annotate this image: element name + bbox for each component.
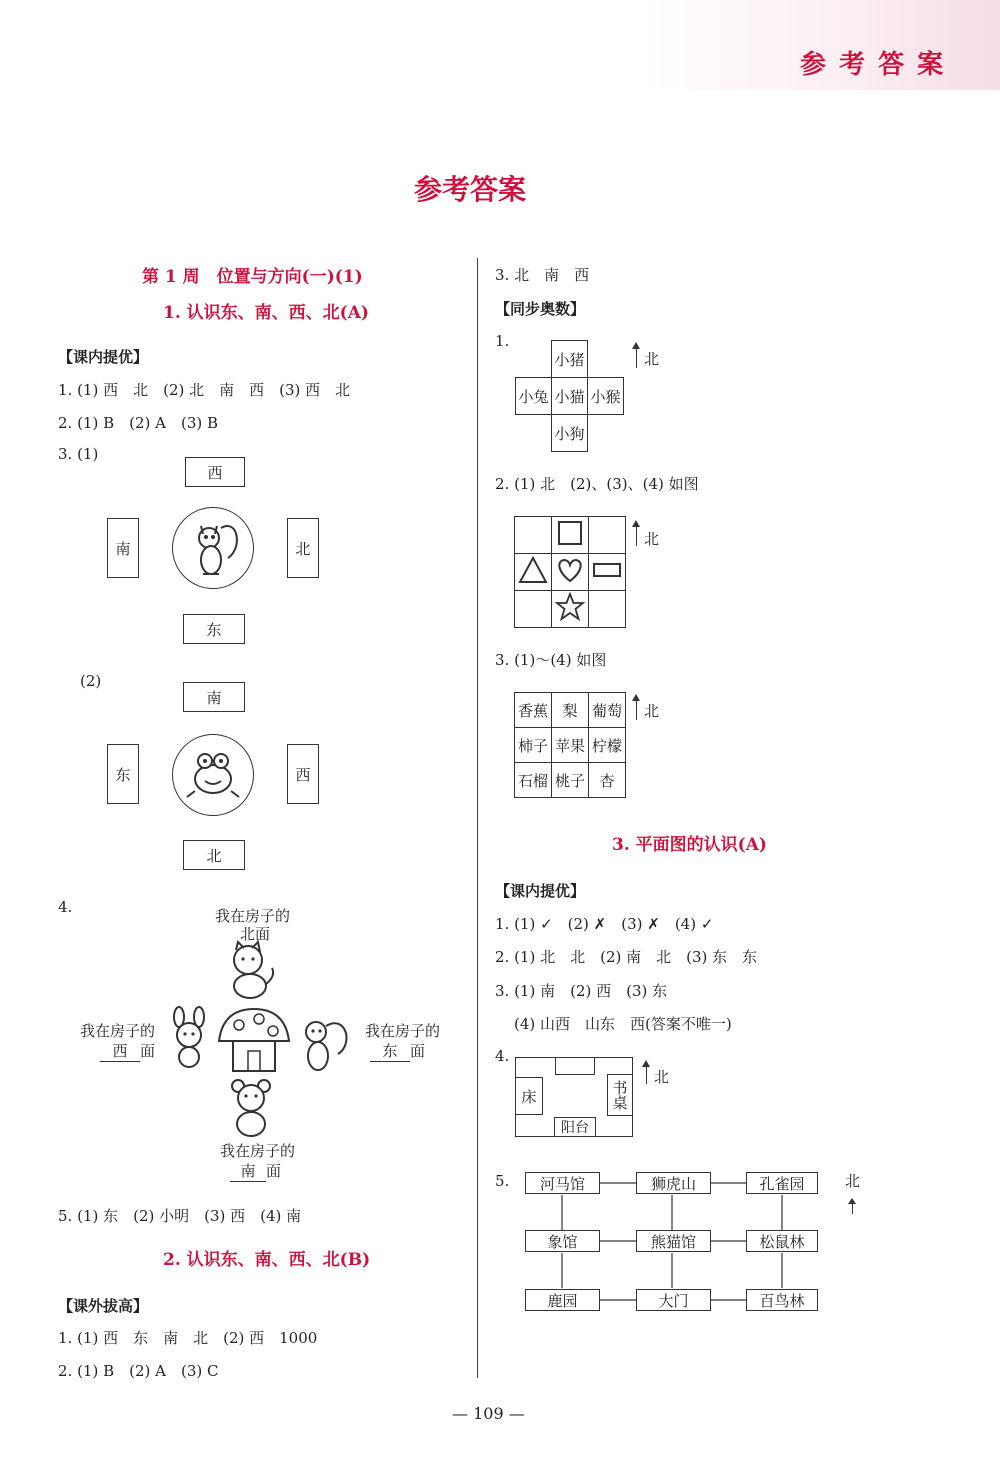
- answer-4-label: 4.: [58, 898, 73, 916]
- north-label-3: 北: [644, 702, 660, 720]
- north-label-2: 北: [644, 530, 660, 548]
- answer-3b-label: (2): [80, 672, 102, 690]
- frog-circle: [172, 734, 254, 816]
- answer-3-label: 3. (1): [58, 445, 99, 463]
- page-title: 参考答案: [414, 173, 527, 206]
- east-suffix: 面: [410, 1042, 426, 1060]
- north-arrow-head-icon-2: [632, 520, 640, 527]
- frog-icon: [173, 735, 253, 815]
- section-kenei: 【课内提优】: [58, 348, 149, 366]
- corner-title: 参 考 答 案: [800, 50, 946, 80]
- direction-box-right: 北: [287, 518, 319, 578]
- shapes-grid: [514, 516, 626, 628]
- west-answer-line: [100, 1040, 155, 1062]
- west-suffix: 面: [140, 1042, 156, 1060]
- east-answer: 东: [370, 1040, 410, 1062]
- north-caption-2: 北面: [240, 925, 271, 943]
- squirrel-icon: [173, 508, 253, 588]
- zoo-cell: 狮虎山: [636, 1172, 711, 1194]
- extra-answer-1: 1. (1) 西 东 南 北 (2) 西 1000: [58, 1329, 318, 1347]
- section-title-3: 3. 平面图的认识(A): [612, 835, 767, 855]
- room-desk: 书桌: [607, 1074, 633, 1116]
- fruit-cell: 桃子: [552, 763, 589, 798]
- column-divider: [477, 258, 478, 1378]
- direction-box-top: 西: [185, 457, 245, 487]
- fruit-cell: 苹果: [552, 728, 589, 763]
- north-label-1: 北: [644, 350, 660, 368]
- animal-right: 小猴: [587, 377, 624, 415]
- zoo-cell: 孔雀园: [746, 1172, 818, 1194]
- right-b3: 3. (1) 南 (2) 西 (3) 东: [495, 982, 668, 1000]
- triangle-icon: [518, 556, 548, 584]
- aoshu-3: 3. (1)～(4) 如图: [495, 651, 607, 669]
- room-bed: 床: [515, 1077, 543, 1115]
- direction-box-left: 南: [107, 518, 139, 578]
- right-b5-label: 5.: [495, 1172, 510, 1190]
- heart-icon: [555, 557, 585, 583]
- rectangle-icon: [592, 561, 622, 579]
- south-caption: 我在房子的: [220, 1142, 296, 1160]
- squirrel-circle: [172, 507, 254, 589]
- fruit-cell: 葡萄: [589, 693, 626, 728]
- fruit-cell: 柠檬: [589, 728, 626, 763]
- fruit-cell: 杏: [589, 763, 626, 798]
- right-b2: 2. (1) 北 北 (2) 南 北 (3) 东 东: [495, 948, 758, 966]
- north-label-4: 北: [654, 1068, 670, 1086]
- zoo-cell: 象馆: [525, 1230, 600, 1252]
- zoo-cell: 熊猫馆: [636, 1230, 711, 1252]
- animal-top: 小猪: [551, 340, 588, 378]
- right-b3b: (4) 山西 山东 西(答案不唯一): [514, 1015, 732, 1033]
- fruit-cell: 柿子: [515, 728, 552, 763]
- direction-box-top-2: 南: [183, 682, 245, 712]
- section-aoshu: 【同步奥数】: [495, 300, 586, 318]
- east-answer-line: [370, 1040, 425, 1062]
- room-balcony: 阳台: [554, 1117, 596, 1137]
- bear-icon: [222, 1078, 280, 1138]
- aoshu-1-label: 1.: [495, 332, 510, 350]
- animal-bottom: 小狗: [551, 414, 588, 452]
- east-caption: 我在房子的: [365, 1022, 441, 1040]
- north-arrow-head-icon-4: [642, 1060, 650, 1067]
- answer-2: 2. (1) B (2) A (3) B: [58, 414, 219, 432]
- south-answer: 南: [230, 1160, 266, 1182]
- rabbit-icon: [165, 1005, 215, 1071]
- aoshu-2: 2. (1) 北 (2)、(3)、(4) 如图: [495, 475, 699, 493]
- zoo-cell: 松鼠林: [746, 1230, 818, 1252]
- section-kewai: 【课外拔高】: [58, 1297, 149, 1315]
- south-suffix: 面: [266, 1162, 282, 1180]
- animal-left: 小兔: [515, 377, 552, 415]
- answer-5: 5. (1) 东 (2) 小明 (3) 西 (4) 南: [58, 1207, 302, 1225]
- star-icon: [555, 592, 585, 622]
- page-number: — 109 —: [452, 1404, 525, 1423]
- mushroom-house-icon: [215, 1005, 293, 1075]
- west-caption: 我在房子的: [80, 1022, 156, 1040]
- extra-answer-2: 2. (1) B (2) A (3) C: [58, 1362, 219, 1380]
- zoo-cell: 大门: [636, 1289, 711, 1311]
- answer-1: 1. (1) 西 北 (2) 北 南 西 (3) 西 北: [58, 381, 351, 399]
- room-window: [555, 1057, 595, 1075]
- squirrel-icon-2: [296, 1008, 352, 1078]
- right-b4-label: 4.: [495, 1047, 510, 1065]
- north-arrow-head-icon-5: [848, 1198, 856, 1204]
- north-caption-1: 我在房子的: [215, 907, 291, 925]
- animal-center: 小猫: [551, 377, 588, 415]
- zoo-cell: 河马馆: [525, 1172, 600, 1194]
- fruit-grid: [514, 692, 626, 798]
- south-answer-line: [230, 1160, 281, 1182]
- zoo-cell: 鹿园: [525, 1289, 600, 1311]
- right-answer-3: 3. 北 南 西: [495, 266, 590, 284]
- zoo-cell: 百鸟林: [746, 1289, 818, 1311]
- north-arrow-head-icon: [632, 342, 640, 349]
- direction-box-right-2: 西: [287, 744, 319, 804]
- north-label-5: 北: [845, 1172, 861, 1190]
- cat-icon: [222, 940, 278, 1004]
- section-title-2: 2. 认识东、南、西、北(B): [163, 1250, 371, 1270]
- west-answer: 西: [100, 1040, 140, 1062]
- fruit-cell: 香蕉: [515, 693, 552, 728]
- direction-box-bottom-2: 北: [183, 840, 245, 870]
- square-icon: [557, 520, 583, 546]
- fruit-cell: 石榴: [515, 763, 552, 798]
- direction-box-bottom: 东: [183, 614, 245, 644]
- north-arrow-head-icon-3: [632, 694, 640, 701]
- right-b1: 1. (1) ✓ (2) ✗ (3) ✗ (4) ✓: [495, 915, 714, 933]
- section-title-1: 1. 认识东、南、西、北(A): [163, 303, 369, 323]
- fruit-cell: 梨: [552, 693, 589, 728]
- direction-box-left-2: 东: [107, 744, 139, 804]
- section-kenei-right: 【课内提优】: [495, 882, 586, 900]
- week-title: 第 1 周 位置与方向(一)(1): [142, 267, 363, 287]
